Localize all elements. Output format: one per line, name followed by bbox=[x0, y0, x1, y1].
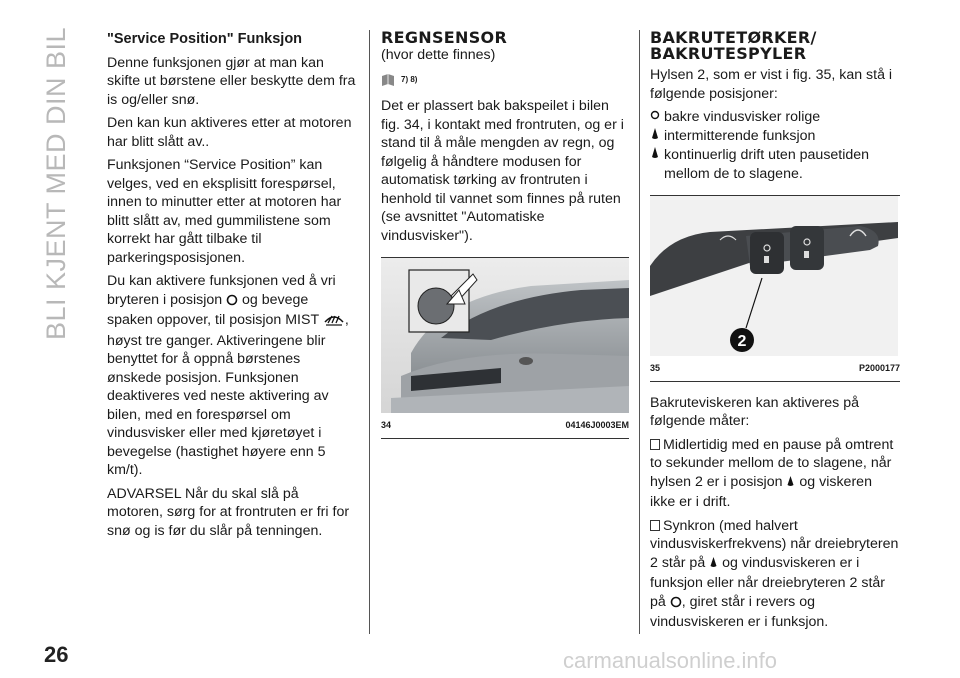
paragraph bbox=[107, 272, 357, 480]
paragraph: Denne funksjonen gjør at man kan skifte ut børstene eller beskytte dem fra is og/eller snø. bbox=[107, 54, 356, 108]
section-subheading: (hvor dette finnes) bbox=[381, 47, 496, 63]
figure-number: 34 bbox=[381, 420, 392, 430]
column-service-position bbox=[107, 30, 357, 545]
text-fragment: , giret står i revers og vindusviskeren er i funksjon. bbox=[650, 593, 829, 630]
figure-34 bbox=[381, 257, 629, 439]
watermark: carmanualsonline.info bbox=[563, 648, 778, 673]
section-title-vertical: BLI KJENT MED DIN BIL bbox=[41, 26, 71, 340]
mist-wiper-icon bbox=[323, 312, 345, 332]
column-rear-wiper bbox=[650, 30, 900, 637]
text-fragment: Du kan aktivere funksjonen ved å vri bryteren i posisjon bbox=[107, 273, 336, 308]
text-fragment: og bevege spaken oppover, til posisjon MIST bbox=[107, 291, 319, 328]
notes-text: 7) 8) bbox=[401, 74, 418, 84]
column-divider bbox=[369, 30, 370, 634]
notes-reference bbox=[381, 71, 629, 90]
column-divider bbox=[639, 30, 640, 634]
list-item-text: bakre vindusvisker rolige bbox=[664, 109, 821, 125]
drop-icon bbox=[650, 146, 660, 166]
list-item-text: kontinuerlig drift uten pausetiden mellom de to slagene. bbox=[664, 147, 870, 182]
circle-icon bbox=[670, 595, 682, 614]
circle-icon bbox=[650, 108, 660, 127]
checkbox-bullet-icon bbox=[650, 439, 660, 450]
paragraph bbox=[650, 436, 900, 512]
section-heading: BAKRUTESPYLER bbox=[650, 44, 807, 63]
paragraph: Den kan kun aktiveres etter at motoren har blitt slått av.. bbox=[107, 115, 352, 150]
figure-number: 35 bbox=[650, 363, 661, 373]
list-item bbox=[650, 108, 900, 127]
column-rain-sensor bbox=[381, 30, 629, 439]
checkbox-bullet-icon bbox=[650, 520, 660, 531]
section-heading: "Service Position" Funksjon bbox=[107, 31, 303, 47]
callout-label: 2 bbox=[737, 333, 747, 350]
figure-35 bbox=[650, 195, 900, 382]
paragraph: Hylsen 2, som er vist i fig. 35, kan stå i følgende posisjoner: bbox=[650, 67, 893, 102]
figure-code: P2000177 bbox=[858, 363, 900, 373]
list-item-text: intermitterende funksjon bbox=[664, 127, 816, 144]
paragraph bbox=[650, 517, 900, 632]
section-heading: BAKRUTETØRKER/ bbox=[650, 28, 817, 47]
figure-caption bbox=[650, 356, 900, 381]
warning-paragraph: ADVARSEL Når du skal slå på motoren, sørg for at frontruten er fri for snø og is før du slår på tenningen. bbox=[107, 485, 350, 539]
list-item bbox=[650, 146, 900, 183]
paragraph: Det er plassert bak bakspeilet i bilen fig. 34, i kontakt med frontruten, og er i stand til å måle mengden av regn, og følgelig å håndtere modusen for automatisk tørking av frontruten i henhold til vannet som finnes på ruten (se avsnittet "Automatiske vindusvisker"). bbox=[381, 98, 624, 244]
wiper-stalk-illustration bbox=[650, 196, 898, 356]
text-fragment: og vindusviskeren er i funksjon eller når dreiebryteren 2 står på bbox=[650, 554, 886, 610]
figure-caption bbox=[381, 413, 629, 438]
drop-icon bbox=[709, 556, 718, 575]
paragraph: Bakruteviskeren kan aktiveres på følgende måter: bbox=[650, 394, 859, 429]
figure-code: 04146J0003EM bbox=[565, 420, 629, 430]
drop-icon bbox=[650, 127, 660, 147]
paragraph: Funksjonen “Service Position” kan velges, ved en eksplisitt forespørsel, innen to minutter etter at motoren har blitt slått av, med gummilistene som korrekt har gått tilbake til parkeringsposisjonen. bbox=[107, 157, 342, 266]
text-fragment: Synkron (med halvert vindusviskerfrekvens) når dreiebryteren 2 står på bbox=[650, 517, 899, 571]
circle-icon bbox=[226, 293, 238, 312]
text-fragment: Midlertidig med en pause på omtrent to sekunder mellom de to slagene, når hylsen 2 er i posisjon bbox=[650, 436, 894, 490]
list-item bbox=[650, 127, 900, 147]
page-number: 26 bbox=[44, 642, 69, 667]
book-icon bbox=[381, 73, 395, 87]
text-fragment: , høyst tre ganger. Aktiveringene blir benyttet for å oppnå børstenes ønskede posisjon. Funksjonen deaktiveres ved neste aktivering av bilen, med en forespørsel om vindusvisker eller med kjøretøyet i bevegelse (hastighet høyere enn 5 km/t). bbox=[107, 312, 349, 478]
car-front-illustration bbox=[381, 258, 629, 413]
text-fragment: og viskeren ikke er i drift. bbox=[650, 473, 872, 510]
drop-icon bbox=[786, 475, 795, 494]
section-heading: REGNSENSOR bbox=[381, 28, 508, 47]
